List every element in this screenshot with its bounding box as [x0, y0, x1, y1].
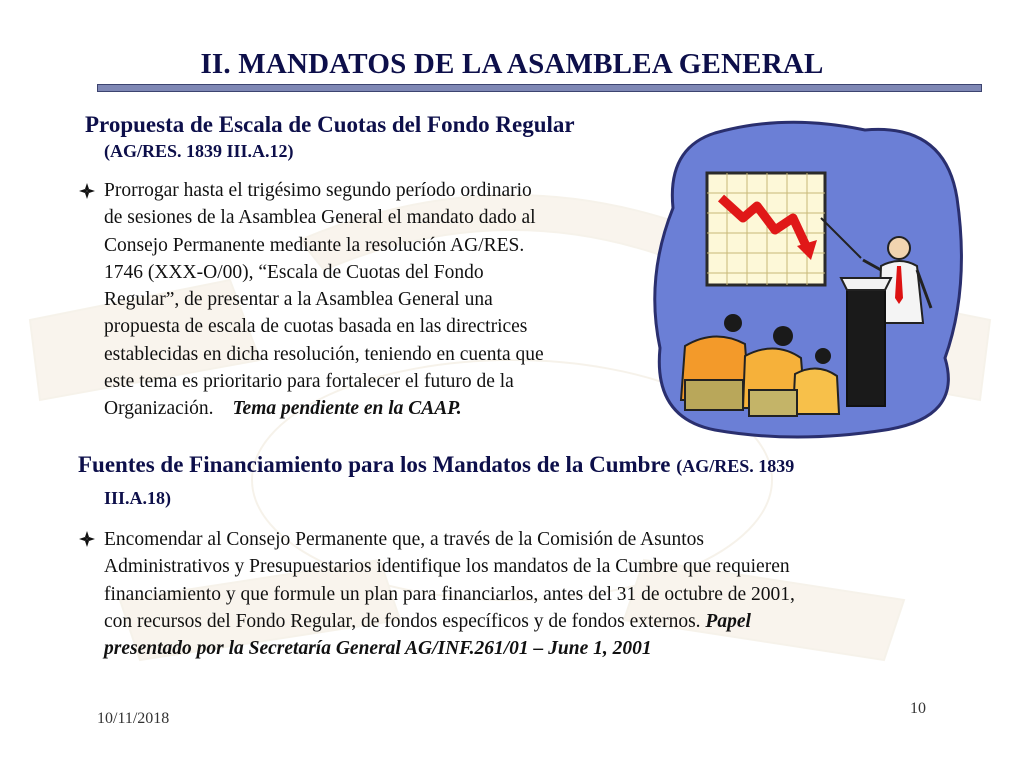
- text-line: este tema es prioritario para fortalecer el futuro de la: [104, 371, 514, 393]
- text-line: con recursos del Fondo Regular, de fondos específicos y de fondos externos.: [104, 610, 701, 632]
- paper-reference-text: Papel: [705, 610, 751, 632]
- section1-bullet-text: [104, 177, 544, 423]
- section2-reference-part2: III.A.18): [104, 488, 172, 508]
- diamond-bullet-icon: [78, 182, 96, 200]
- page-number: 10: [910, 700, 926, 717]
- text-line: financiamiento y que formule un plan para financiarlos, antes del 31 de octubre de 2001,: [104, 583, 795, 605]
- section1-title: Propuesta de Escala de Cuotas del Fondo Regular: [85, 112, 575, 137]
- section2-title: [78, 452, 794, 478]
- section2-title-text: Fuentes de Financiamiento para los Mandatos de la Cumbre: [78, 452, 671, 477]
- text-line: Consejo Permanente mediante la resolución AG/RES.: [104, 234, 525, 256]
- section2-reference-part1: (AG/RES. 1839: [676, 456, 795, 476]
- text-line: Administrativos y Presupuestarios identifique los mandatos de la Cumbre que requieren: [104, 556, 790, 578]
- footer-date: 10/11/2018: [97, 710, 170, 727]
- text-line: Regular”, de presentar a la Asamblea General una: [104, 289, 493, 311]
- pending-status-text: Tema pendiente en la CAAP.: [232, 398, 462, 420]
- slide-title: II. MANDATOS DE LA ASAMBLEA GENERAL: [200, 48, 824, 80]
- presentation-declining-chart-clipart: [645, 118, 965, 440]
- paper-reference-text: presentado por la Secretaría General AG/INF.261/01 – June 1, 2001: [104, 638, 652, 660]
- text-line: propuesta de escala de cuotas basada en las directrices: [104, 316, 528, 338]
- text-line: establecidas en dicha resolución, teniendo en cuenta que: [104, 343, 544, 365]
- text-line: Encomendar al Consejo Permanente que, a través de la Comisión de Asuntos: [104, 529, 705, 550]
- text-line: de sesiones de la Asamblea General el mandato dado al: [104, 207, 536, 229]
- text-line: 1746 (XXX-O/00), “Escala de Cuotas del Fondo: [104, 261, 484, 283]
- diamond-bullet-icon: [78, 530, 96, 548]
- text-line: Prorrogar hasta el trigésimo segundo período ordinario: [104, 180, 532, 201]
- section2-bullet-text: [104, 526, 795, 662]
- section1-reference: (AG/RES. 1839 III.A.12): [104, 141, 294, 161]
- title-divider: [97, 84, 982, 92]
- text-line: Organización.: [104, 398, 214, 420]
